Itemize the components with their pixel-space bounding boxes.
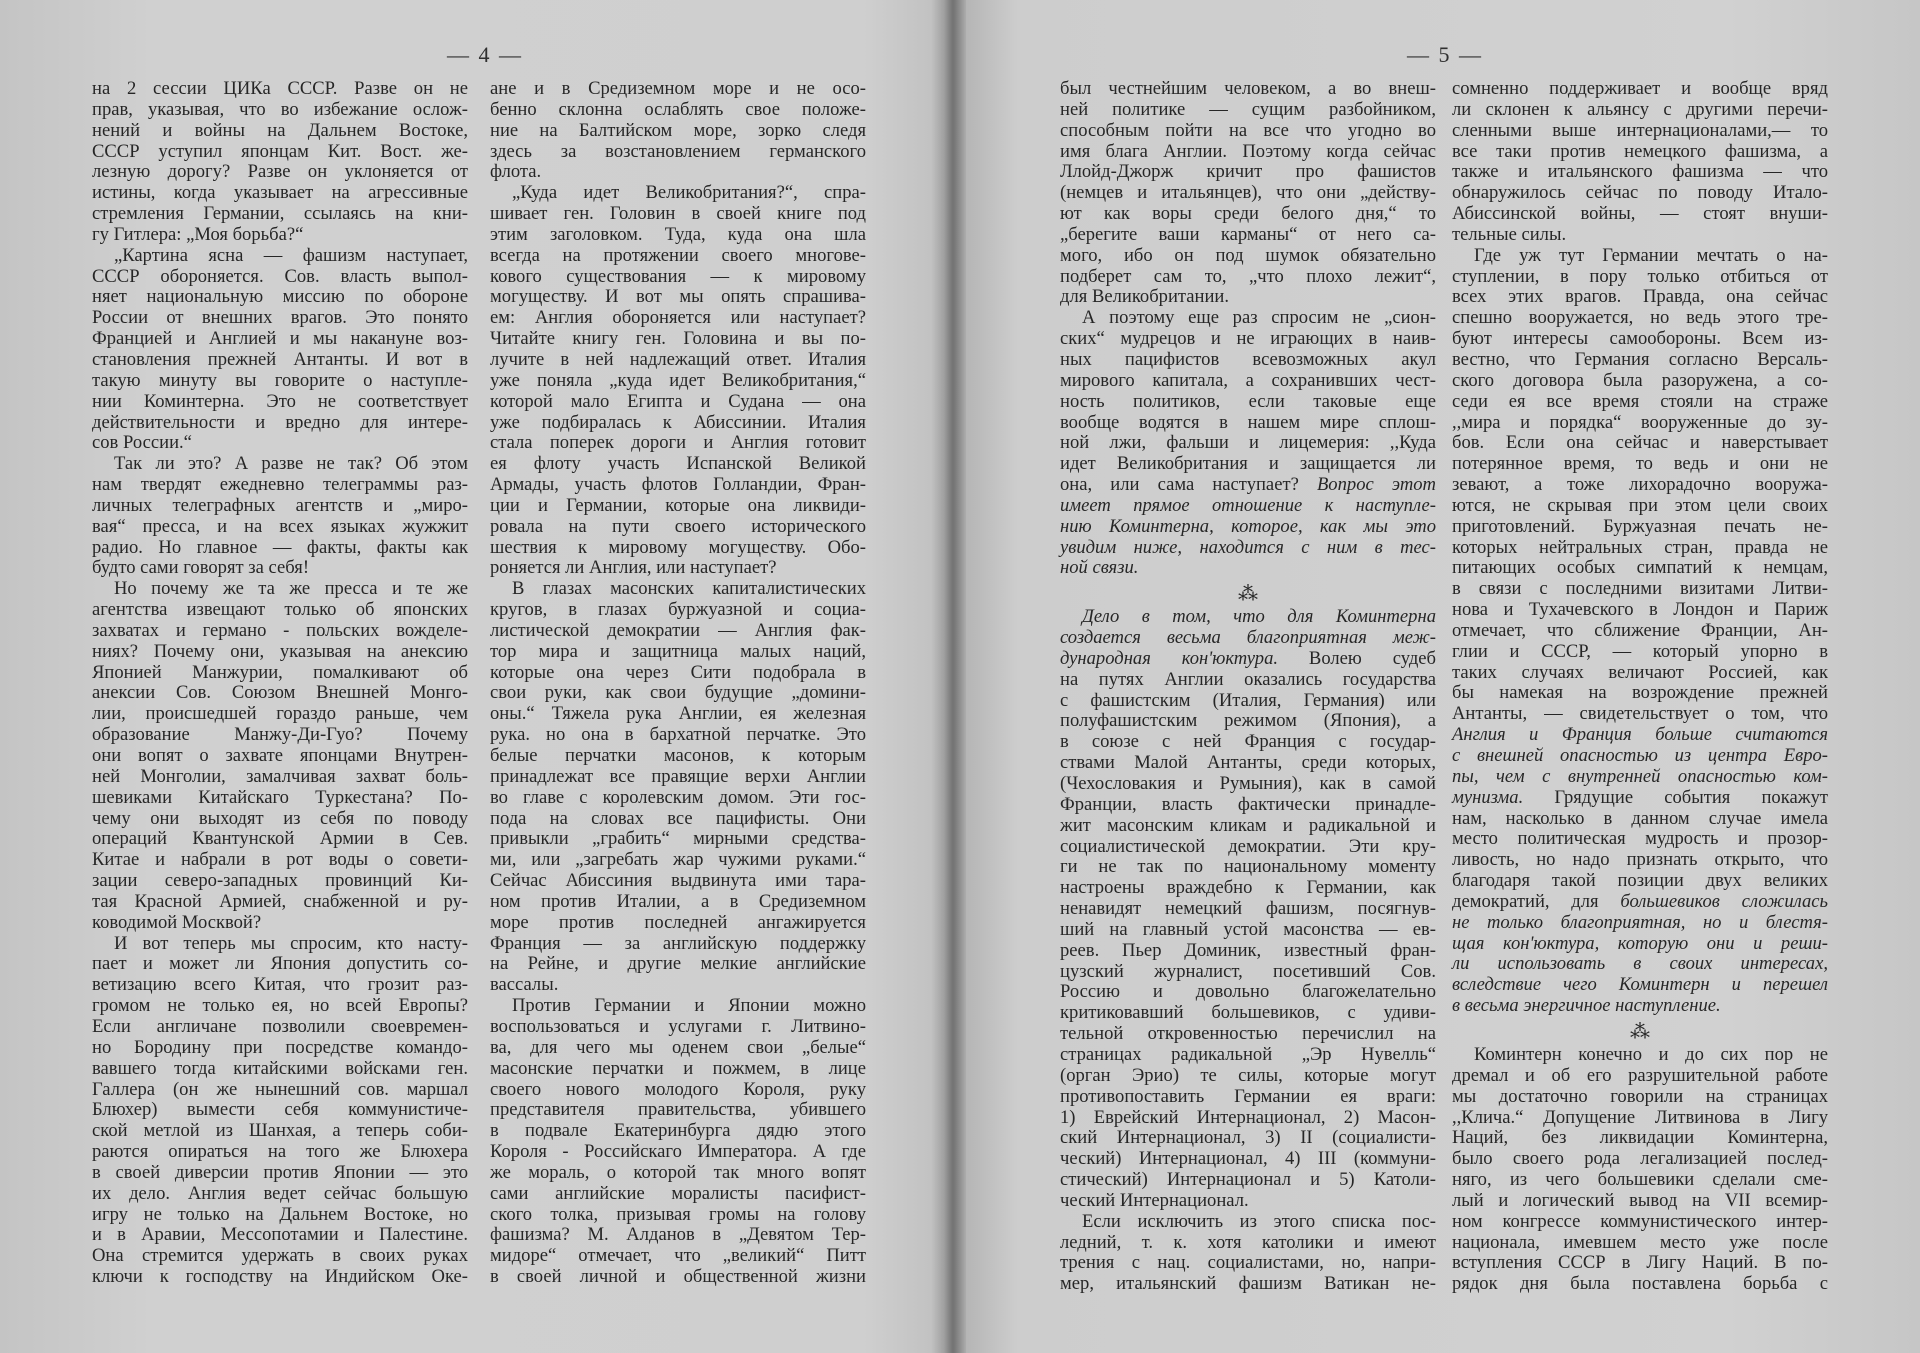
italic-text-segment: ной связи. (1060, 557, 1139, 579)
text-line: уже подбиралась к Абиссинии. Италия (490, 411, 866, 433)
text-line: критиковавший большевиков, с удиви- (1060, 1002, 1436, 1024)
text-line (1452, 954, 1828, 975)
text-segment: демократий, для (1452, 890, 1621, 912)
text-line: ва, для чего мы оденем свои „белые“ (490, 1036, 866, 1058)
text-line: действительности и вредно для интере- (92, 411, 468, 433)
text-line: ане и в Средиземном море и не осо- (490, 78, 866, 99)
text-line: СССР уступил японцам Кит. Вост. же- (92, 140, 468, 162)
italic-text-segment: в весьма энергичное наступление. (1452, 995, 1721, 1017)
text-line: „Картина ясна — фашизм наступает, (114, 244, 468, 266)
paragraph (1452, 79, 1828, 246)
text-line: лучите в ней надлежащий ответ. Италия (490, 348, 866, 370)
text-line: но Бородину при посредстве командо- (92, 1036, 468, 1058)
text-line: ского толка, призывая громы на голову (490, 1203, 866, 1225)
text-line: страницах радикальной „Эр Нувелль“ (1060, 1043, 1436, 1065)
text-line: няет национальную миссию по обороне (92, 286, 468, 308)
text-line: ветизацию всего Китая, что грозит раз- (92, 974, 468, 996)
text-line: радио. Но главное — факты, факты как (92, 536, 468, 558)
text-line: лии, происшедшей гораздо раньше, чем (92, 703, 468, 725)
text-line (1060, 628, 1436, 649)
text-line: дремал и об его разрушительной работе (1452, 1064, 1828, 1086)
text-line: ются, не скрывая при этом цели своих (1452, 494, 1828, 516)
text-line: Японией Манжурии, помалкивают об (92, 661, 468, 683)
text-line: был честнейшим человеком, а во внеш- (1060, 78, 1436, 99)
text-line: этим заголовком. Туда, куда она шла (490, 223, 866, 245)
text-line: тор мира и защитница малых наций, (490, 640, 866, 662)
text-line: Галлера (он же нынешний сов. маршал (92, 1078, 468, 1100)
text-line: приготовлений. Буржуазная печать не- (1452, 515, 1828, 537)
text-column-3 (1060, 79, 1436, 1295)
text-line (1060, 538, 1436, 559)
text-line: вая“ пресса, и на всех языках жужжит (92, 515, 468, 537)
text-line: зации северо-западных провинций Ки- (92, 870, 468, 892)
italic-text-segment: мунизма. (1452, 786, 1524, 808)
text-line: тельные силы. (1452, 223, 1567, 245)
text-line: ских“ мудрецов и не играющих в наив- (1060, 328, 1436, 350)
text-line: (орган Эрио) те силы, которые могут (1060, 1064, 1436, 1086)
text-line: уже поняла „куда идет Великобритания,“ (490, 369, 866, 391)
italic-text-segment: имеет прямое отношение к наступле- (1060, 494, 1436, 516)
paragraph (1060, 1212, 1436, 1295)
text-line: Францией и Англией и мы накануне воз- (92, 328, 468, 350)
text-line: Где уж тут Германии мечтать о на- (1474, 244, 1828, 266)
text-line: место политическая мудрость и прозор- (1452, 828, 1828, 850)
text-line: принадлежат все правящие верхи Англии (490, 765, 866, 787)
text-line: Короля - Российскаго Императора. А где (490, 1141, 866, 1163)
text-line: во главе с королевским домом. Эти гос- (490, 786, 866, 808)
text-line: ном конгрессе коммунистического интер- (1452, 1210, 1828, 1232)
text-line: Ллойд-Джорж кричит про фашистов (1060, 161, 1436, 183)
text-line: ли склонен к альянсу с другими перечи- (1452, 98, 1828, 120)
italic-text-segment: создается весьма благоприятная меж- (1060, 627, 1436, 649)
text-line: которых нейтральных стран, правда не (1452, 536, 1828, 558)
text-line: Против Германии и Японии можно (512, 995, 866, 1017)
italic-text-segment: пы, чем с внутренней опасностью ком- (1452, 765, 1828, 787)
paragraph (490, 579, 866, 996)
text-line: оны.“ Тяжела рука Англии, ея железная (490, 703, 866, 725)
text-line: флота. (490, 161, 542, 183)
text-line: Блюхер) вымести себя коммунистиче- (92, 1099, 468, 1121)
text-line: сами английские моралисты пасифист- (490, 1182, 866, 1204)
italic-text-segment: Англия и Франция больше считаются (1452, 724, 1828, 746)
text-line: мы достаточно говорили на страницах (1452, 1085, 1828, 1107)
text-line: прав, указывая, что во избежание ослож- (92, 98, 468, 120)
text-line: стремления Германии, ссылаясь на кни- (92, 203, 468, 225)
text-line: ской метлой из Шанхая, а теперь соби- (92, 1120, 468, 1142)
text-line: Если англичане позволили своевремен- (92, 1015, 468, 1037)
text-line: тая Красной Армией, снабженной и ру- (92, 890, 468, 912)
text-line: ние на Балтийском море, зорко следя (490, 119, 866, 141)
text-line: ствами Малой Антанты, среди которых, (1060, 752, 1436, 774)
text-line: Наций, без ликвидации Коминтерна, (1452, 1127, 1828, 1149)
text-line: подберет сам то, „что плохо лежит“, (1060, 265, 1436, 287)
text-line: и в Аравии, Мессопотамии и Палестине. (92, 1224, 468, 1246)
paragraph (92, 246, 468, 454)
text-line: обнаружилось сейчас по поводу Итало- (1452, 182, 1828, 204)
text-line: же мораль, о которой так много вопят (490, 1161, 866, 1183)
text-line (1452, 913, 1828, 934)
text-column-1 (92, 79, 468, 1288)
text-line: сленными выше интернационалами,— то (1452, 119, 1828, 141)
italic-text-segment: вследствие чего Коминтерн и перешел (1452, 974, 1828, 996)
text-line: гу Гитлера: „Моя борьба?“ (92, 223, 304, 245)
text-line: глии и СССР, — который упорно в (1452, 640, 1828, 662)
text-line (1060, 558, 1436, 579)
text-line: трения с нац. социалистами, но, напри- (1060, 1252, 1436, 1274)
paragraph (92, 454, 468, 579)
text-line: анексии Сов. Союзом Внешней Монго- (92, 682, 468, 704)
asterism-divider: ⁂ (1238, 583, 1258, 606)
text-line: ливость, но надо признать открыто, что (1452, 849, 1828, 871)
text-line: ровала на пути своего исторического (490, 515, 866, 537)
text-line: шествия к мировому могуществу. Обо- (490, 536, 866, 558)
text-line: сов России.“ (92, 432, 192, 454)
text-line: фашизма? М. Алданов в „Девятом Тер- (490, 1224, 866, 1246)
text-line: (немцев и итальянцев), что они „действу- (1060, 182, 1436, 204)
text-line: цузский журналист, посетивший Сов. (1060, 960, 1436, 982)
text-line: способным пойти на все что угодно во (1060, 119, 1436, 141)
text-line: Так ли это? А разве не так? Об этом (114, 453, 468, 475)
text-line: бы намекая на возрождение прежней (1452, 682, 1828, 704)
text-line: стический) Интернационал и 5) Католи- (1060, 1169, 1436, 1191)
text-line: всех этих врагов. Правда, она сейчас (1452, 286, 1828, 308)
italic-text-segment: с внешней опасностью из центра Евро- (1452, 745, 1828, 766)
text-line: в своей диверсии против Японии — это (92, 1161, 468, 1183)
text-line: ней политике — сущим разбойником, (1060, 98, 1436, 120)
text-line: Она стремится удержать в своих руках (92, 1245, 468, 1267)
text-line: Коминтерн конечно и до сих пор не (1474, 1043, 1828, 1065)
text-line: спешно вооружается, но ведь этого тре- (1452, 307, 1828, 329)
text-line: Россию и довольно благожелательно (1060, 981, 1436, 1003)
text-line: ступлении, в пору только отбиться от (1452, 265, 1828, 287)
text-line: белые перчатки масонов, к которым (490, 745, 866, 766)
text-line: реев. Пьер Доминик, известный фран- (1060, 939, 1436, 961)
text-line: Франция — за английскую поддержку (490, 932, 866, 954)
text-line: Антанты, — свидетельствует о том, что (1452, 703, 1828, 725)
text-line: пода на словах все пацифисты. Они (490, 807, 866, 829)
paragraph (490, 183, 866, 579)
text-line: захватах и германо - польских вожделе- (92, 619, 468, 641)
text-line: вассалы. (490, 974, 559, 996)
text-line: нии Коминтерна. Это не соответствует (92, 390, 468, 412)
page-number: — 4 — (447, 42, 523, 67)
text-line: могуществу. И вот мы опять спрашива- (490, 286, 866, 308)
text-line: такую минуту вы говорите о наступле- (92, 369, 468, 391)
text-line: Сейчас Абиссиния выдвинута ими тара- (490, 870, 866, 892)
text-line: для Великобритании. (1060, 286, 1230, 308)
text-line: личных телеграфных агентств и „миро- (92, 494, 468, 516)
text-line: настроены враждебно к Германии, как (1060, 877, 1436, 899)
text-line: полуфашистским режимом (Япония), а (1060, 710, 1436, 732)
text-line: шивает ген. Головин в своей книге под (490, 203, 866, 225)
text-line: представителя правительства, убившего (490, 1099, 866, 1121)
text-line: ми, или „загребать жар чужими руками.“ (490, 849, 866, 871)
text-line: седи ея все время стояли на страже (1452, 390, 1828, 412)
text-line: Но почему же та же пресса и те же (114, 578, 468, 600)
text-line: ных пацифистов всевозможных акул (1060, 348, 1436, 370)
text-line: бенно склонна ослаблять свое положе- (490, 98, 866, 120)
text-line: стала поперек дороги и Англия готовит (490, 432, 866, 454)
text-line: в связи с последними визитами Литви- (1452, 578, 1828, 600)
text-line: ции и Германии, которые она ликвиди- (490, 494, 866, 516)
text-line: кругов, в глазах буржуазной и социа- (490, 599, 866, 621)
text-line (1452, 975, 1828, 996)
text-line: ной лжи, фальши и лицемерия: ,,Куда (1060, 432, 1436, 454)
text-line: ский Интернационал, 3) II (социалисти- (1060, 1127, 1436, 1149)
text-line: раются опираться на того же Блюхера (92, 1141, 468, 1163)
text-line: листической демократии — Англия фак- (490, 619, 866, 641)
text-line: ческий) Интернационал, 4) III (коммуни- (1060, 1148, 1436, 1170)
text-line: (Чехословакия и Румыния), как в самой (1060, 773, 1436, 794)
text-line: А поэтому еще раз спросим не „сион- (1082, 307, 1436, 329)
italic-text-segment: большевиков сложилась (1620, 890, 1828, 912)
text-line: ем: Англия обороняется или наступает? (490, 307, 866, 329)
text-line: лый и логический вывод на VII всемир- (1452, 1189, 1828, 1211)
text-line (1060, 475, 1436, 496)
text-line: буют интересы самообороны. Всем из- (1452, 328, 1828, 350)
text-line: вестно, что Германия согласно Версаль- (1452, 348, 1828, 370)
paragraph (1452, 1045, 1828, 1295)
italic-text-segment: нию Коминтерна, которое, как мы это (1060, 515, 1436, 537)
italic-text-segment: Вопрос этот (1316, 474, 1436, 496)
text-line: образование Манжу-Ди-Гуо? Почему (92, 724, 468, 746)
text-line: Читайте книгу ген. Головина и вы по- (490, 328, 866, 350)
text-line: ческий Интернационал. (1060, 1189, 1249, 1211)
page-5 (960, 0, 1920, 1353)
text-line: на 2 сессии ЦИКа СССР. Разве он не (92, 78, 468, 99)
paragraph (92, 579, 468, 933)
text-line: ководимой Москвой? (92, 911, 262, 933)
text-line: мирового капитала, а сохранивших чест- (1060, 369, 1436, 391)
text-line: шевиками Китайскаго Туркестана? По- (92, 786, 468, 808)
text-line: бов. Если она сейчас и наверстывает (1452, 432, 1828, 454)
text-line: в союзе с ней Франция с государ- (1060, 731, 1436, 753)
text-line: чему они выходят из себя по поводу (92, 807, 468, 829)
italic-text-segment: не только благоприятная, но и блестя- (1452, 911, 1828, 933)
text-line: социалистической демократии. Эти кру- (1060, 835, 1436, 857)
text-line: пает и может ли Япония допустить со- (92, 953, 468, 975)
text-line: няго, из чего большевики сделали сме- (1452, 1169, 1828, 1191)
text-line: благодаря такой позиции двух великих (1452, 870, 1828, 892)
text-line: масонские перчатки и пожмем, в лице (490, 1057, 866, 1079)
text-line: в подвале Екатеринбурга дядю этого (490, 1120, 866, 1142)
text-line: ледний, т. к. хотя католики и имеют (1060, 1231, 1436, 1253)
paragraph (490, 996, 866, 1288)
text-line: ней Монголии, замалчивая захват боль- (92, 765, 468, 787)
text-line: агентства извещают только об японских (92, 599, 468, 621)
text-line (1452, 746, 1828, 767)
text-line: Франции, власть фактически принадле- (1060, 793, 1436, 815)
text-line: Абиссинской войны, — стоят внуши- (1452, 203, 1828, 225)
page-4 (0, 0, 950, 1353)
text-line (1060, 517, 1436, 538)
text-line: ют как воры среди белого дня,“ то (1060, 203, 1436, 225)
text-line: Если исключить из этого списка пос- (1082, 1210, 1436, 1232)
text-line: мер, итальянский фашизм Ватикан не- (1060, 1273, 1436, 1295)
text-line: роняется ли Англия, или наступает? (490, 557, 777, 579)
text-segment: она, или сама наступает? (1060, 474, 1317, 496)
text-line: рука. но она в бархатной перчатке. Это (490, 724, 866, 746)
paragraph (92, 79, 468, 246)
text-column-2 (490, 79, 866, 1288)
text-line (1452, 996, 1828, 1017)
italic-text-segment: щая кон'юктура, которую они и реши- (1452, 932, 1828, 954)
text-line: ,,мира и порядка“ вооруженные до зу- (1452, 411, 1828, 433)
text-line: ность политиков, если таковые еще (1060, 390, 1436, 412)
text-line: будто сами говорят за себя! (92, 557, 310, 579)
text-line: России от внешних врагов. Это понято (92, 307, 468, 329)
text-line: всегда на протяжении своего многове- (490, 244, 866, 266)
text-line (1452, 767, 1828, 788)
asterism-divider: ⁂ (1630, 1020, 1650, 1043)
text-line: вообще водятся в нашем мире сплош- (1060, 411, 1436, 433)
text-line: на путях Англии оказались государства (1060, 668, 1436, 690)
text-line (1060, 496, 1436, 517)
text-line: ший на главный устой масонства — ев- (1060, 918, 1436, 940)
text-line: тельной откровенностью перечислил на (1060, 1023, 1436, 1045)
text-line: ненавидят немецкий фашизм, посягнув- (1060, 898, 1436, 920)
paragraph (1060, 607, 1436, 1211)
text-line: своего нового молодого Короля, руку (490, 1078, 866, 1100)
text-line: питающих особых симпатий к немцам, (1452, 557, 1828, 579)
text-line: ги не так по национальному моменту (1060, 856, 1436, 878)
italic-text-segment: дународная кон'юктура. (1060, 647, 1279, 669)
paragraph (92, 934, 468, 1288)
text-line: становления прежней Антанты. И вот в (92, 348, 468, 370)
text-line: противопоставить Германии ея враги: (1060, 1085, 1436, 1107)
text-line: нова и Тухачевского в Лондон и Париж (1452, 599, 1828, 621)
text-line: громом не только ея, но всей Европы? (92, 995, 468, 1017)
text-line: море против последней ангажируется (490, 911, 866, 933)
text-line: кового существования — к мировому (490, 265, 866, 287)
text-line: СССР обороняется. Сов. власть выпол- (92, 265, 468, 287)
text-line: вступления СССР в Лигу Наций. В по- (1452, 1252, 1828, 1274)
text-line: таких случаях величают Россией, как (1452, 661, 1828, 683)
text-line: которые она через Сити подобрала в (490, 661, 866, 683)
text-line (1452, 788, 1828, 809)
text-segment: Грядущие события покажут (1523, 786, 1828, 808)
text-line: нам твердят ежедневно телеграммы раз- (92, 474, 468, 496)
text-line: зевают, а тоже лихорадочно вооружа- (1452, 474, 1828, 496)
paragraph (1060, 79, 1436, 308)
paragraph (1060, 308, 1436, 579)
text-line: здесь за возстановлением германского (490, 140, 866, 162)
text-line: вавшего тогда китайскими войсками ген. (92, 1057, 468, 1079)
page-number: — 5 — (1407, 42, 1483, 67)
text-line: национала, имевшем место уже после (1452, 1231, 1828, 1253)
text-line: имя блага Англии. Поэтому когда сейчас (1060, 140, 1436, 162)
text-line: „берегите ваши карманы“ от него са- (1060, 223, 1436, 245)
text-line: также и итальянского фашизма — что (1452, 161, 1828, 183)
italic-text-segment: Дело в том, что для Коминтерна (1082, 606, 1436, 628)
text-line: свои руки, как свои будущие „домини- (490, 682, 866, 704)
text-line: „Куда идет Великобритания?“, спра- (512, 182, 866, 204)
text-line: мидоре“ отмечает, что „великий“ Питт (490, 1245, 866, 1267)
text-line: Китае и набрали в рот воды о совети- (92, 849, 468, 871)
text-line: отмечает, что сближение Франции, Ан- (1452, 619, 1828, 641)
text-line (1452, 934, 1828, 955)
text-line: нам, насколько в данном случае имела (1452, 807, 1828, 829)
text-line: рядок дня была поставлена борьба с (1452, 1273, 1828, 1295)
text-line: лезную дорогу? Разве он уклоняется от (92, 161, 468, 183)
text-line: ном против Италии, а в Средиземном (490, 890, 866, 912)
paragraph (490, 79, 866, 183)
text-line: истины, когда указывает на агрессивные (92, 182, 468, 204)
text-line: Армады, участь флотов Голландии, Фран- (490, 474, 866, 496)
text-line (1060, 649, 1436, 670)
text-line: жит масонским кликам и радикальной и (1060, 814, 1436, 836)
text-line: В глазах масонских капиталистических (512, 578, 866, 600)
text-line (1060, 607, 1436, 628)
text-line: нений и войны на Дальнем Востоке, (92, 119, 468, 141)
text-line: все таки против немецкого фашизма, а (1452, 140, 1828, 162)
text-line: воспользоваться и услугами г. Литвино- (490, 1015, 866, 1037)
text-line: потерянное время, то ведь и они не (1452, 453, 1828, 475)
text-line: которой мало Египта и Судана — она (490, 390, 866, 412)
text-column-4 (1452, 79, 1828, 1295)
text-line: 1) Еврейский Интернационал, 2) Масон- (1060, 1106, 1436, 1128)
text-line: операций Квантунской Армии в Сев. (92, 828, 468, 850)
text-line (1452, 725, 1828, 746)
paragraph (1452, 246, 1828, 1017)
text-line: на Рейне, и другие мелкие английские (490, 953, 866, 975)
text-line: ключи к господству на Индийском Оке- (92, 1266, 468, 1288)
text-line: ея флоту участь Испанской Великой (490, 453, 866, 475)
text-line: в своей личной и общественной жизни (490, 1266, 866, 1288)
text-line: они вопят о захвате японцами Внутрен- (92, 745, 468, 766)
text-line: идет Великобритания и защищается ли (1060, 453, 1436, 475)
text-line: И вот теперь мы спросим, кто насту- (114, 932, 468, 954)
text-line: привыкли „грабить“ мирными средства- (490, 828, 866, 850)
text-line: было своего рода легализацией послед- (1452, 1148, 1828, 1170)
text-line: ского договора была разоружена, а со- (1452, 369, 1828, 391)
text-line: их дело. Англия ведет сейчас большую (92, 1182, 468, 1204)
text-line: сомненно поддерживает и вообще вряд (1452, 78, 1828, 99)
text-line: с фашистским (Италия, Германия) или (1060, 689, 1436, 711)
text-line: ниях? Почему они, указывая на анексию (92, 640, 468, 662)
italic-text-segment: ли использовать в своих интересах, (1452, 953, 1828, 975)
text-segment: Волею судеб (1278, 647, 1436, 669)
italic-text-segment: увидим ниже, находится с ним в тес- (1060, 536, 1436, 558)
text-line: ,,Клича.“ Допущение Литвинова в Лигу (1452, 1106, 1828, 1128)
text-line: мого, ибо он под шумок обязательно (1060, 244, 1436, 266)
text-line (1452, 892, 1828, 913)
text-line: игру не только на Дальнем Востоке, но (92, 1203, 468, 1225)
